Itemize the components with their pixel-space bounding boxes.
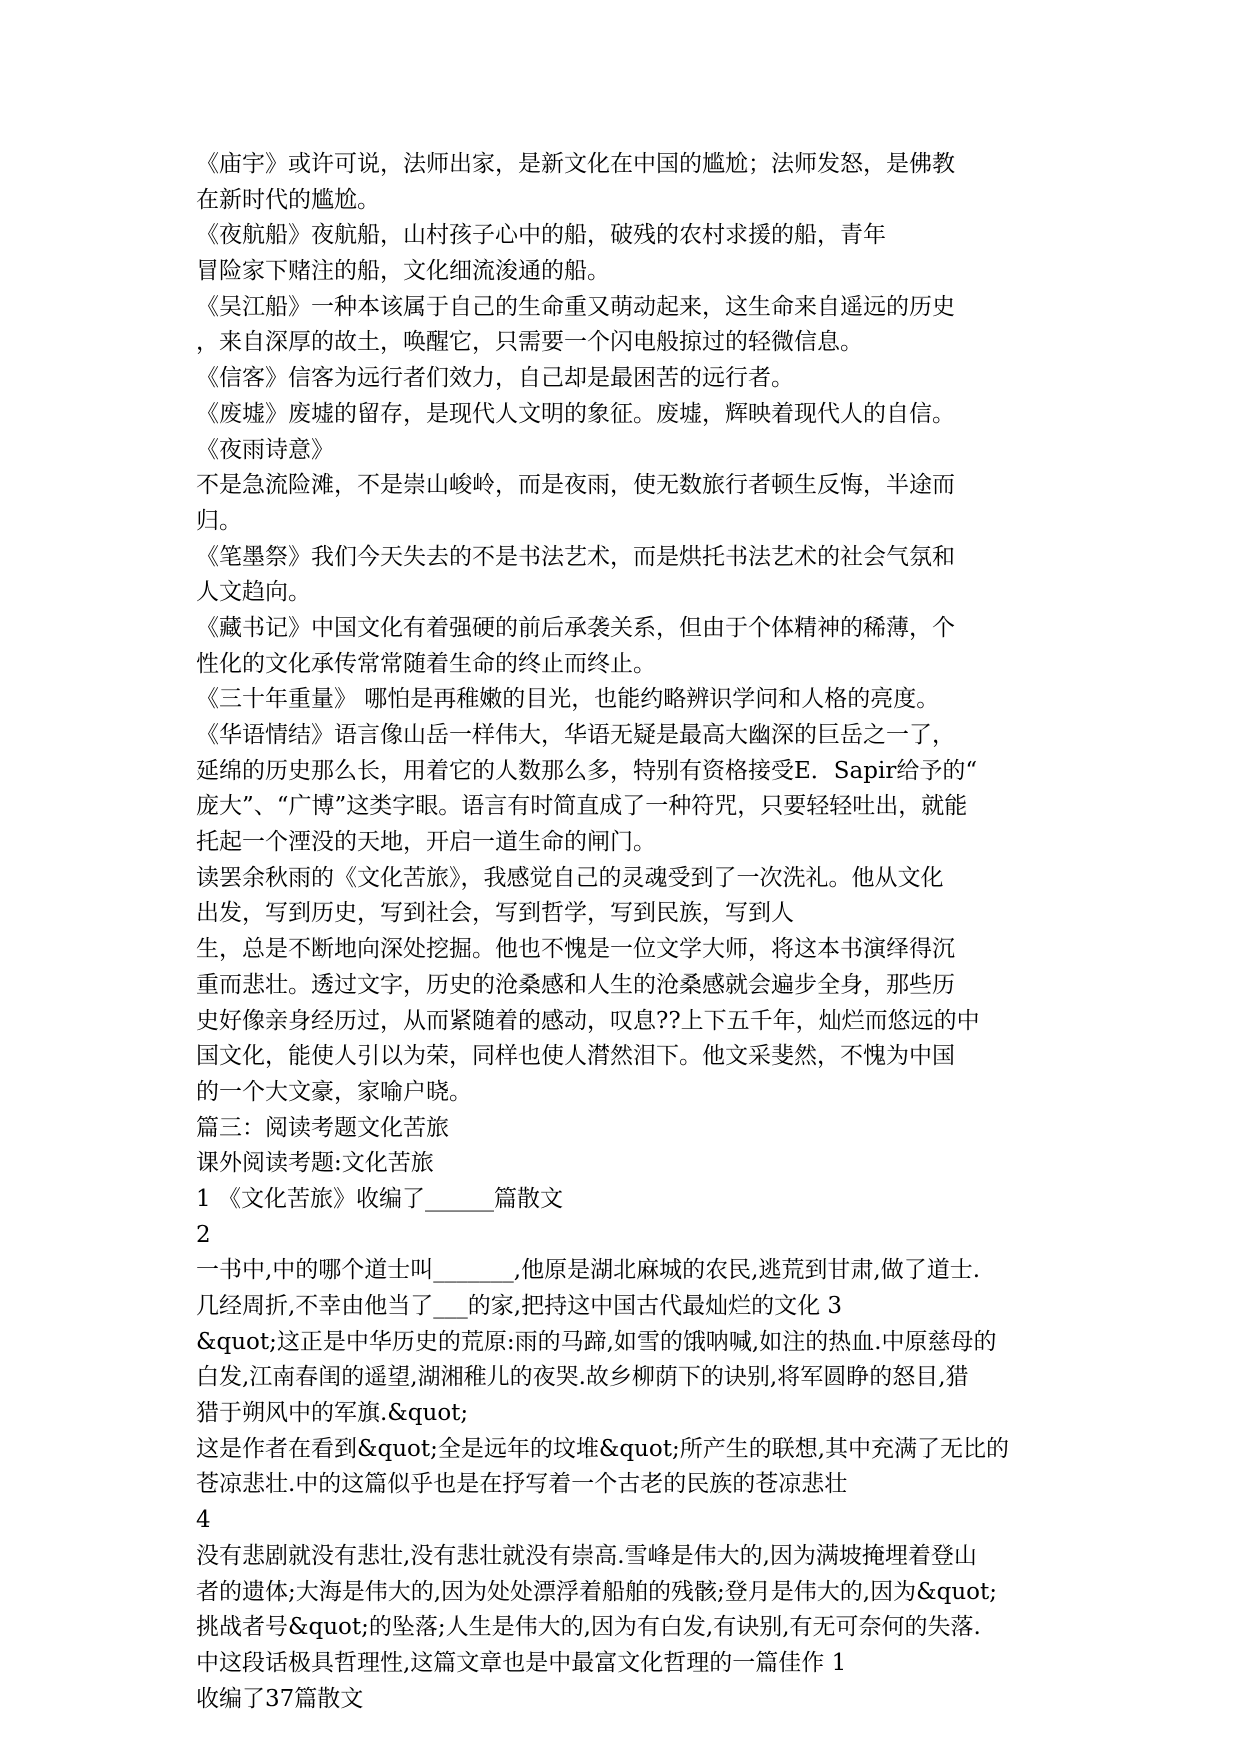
text-line: 白发,江南春闺的遥望,湖湘稚儿的夜哭.故乡柳荫下的诀别,将军圆睁的怒目,猎: [196, 1364, 969, 1391]
text-line: 归。: [196, 507, 242, 534]
text-line: 不是急流险滩，不是崇山峻岭，而是夜雨，使无数旅行者顿生反悔，半途而: [196, 472, 955, 499]
text-line: ，来自深厚的故土，唤醒它，只需要一个闪电般掠过的轻微信息。: [196, 329, 863, 356]
text-line: 篇三：阅读考题文化苦旅: [196, 1114, 449, 1141]
text-line: 《藏书记》中国文化有着强硬的前后承袭关系，但由于个体精神的稀薄，个: [196, 614, 955, 641]
text-line: 没有悲剧就没有悲壮,没有悲壮就没有崇高.雪峰是伟大的,因为满坡掩埋着登山: [196, 1542, 977, 1569]
text-line: 中这段话极具哲理性,这篇文章也是中最富文化哲理的一篇佳作 1: [196, 1649, 847, 1676]
text-line: 生，总是不断地向深处挖掘。他也不愧是一位文学大师，将这本书演绎得沉: [196, 936, 955, 963]
text-line: 猎于朔风中的军旗.&quot;: [196, 1400, 469, 1427]
text-line: 苍凉悲壮.中的这篇似乎也是在抒写着一个古老的民族的苍凉悲壮: [196, 1471, 848, 1498]
text-line: 《三十年重量》 哪怕是再稚嫩的目光，也能约略辨识学问和人格的亮度。: [196, 686, 940, 713]
text-line: 史好像亲身经历过，从而紧随着的感动，叹息??上下五千年，灿烂而悠远的中: [196, 1007, 980, 1034]
text-line: 在新时代的尴尬。: [196, 186, 380, 213]
text-line: 国文化，能使人引以为荣，同样也使人潸然泪下。他文采斐然，不愧为中国: [196, 1043, 955, 1070]
text-line: 性化的文化承传常常随着生命的终止而终止。: [196, 650, 656, 677]
text-line: 《信客》信客为远行者们效力，自己却是最困苦的远行者。: [196, 365, 794, 392]
text-line: 《笔墨祭》我们今天失去的不是书法艺术，而是烘托书法艺术的社会气氛和: [196, 543, 955, 570]
text-line: 的一个大文豪，家喻户晓。: [196, 1078, 472, 1105]
text-line: 2: [196, 1221, 211, 1248]
text-line: 《夜航船》夜航船，山村孩子心中的船，破残的农村求援的船，青年: [196, 222, 886, 249]
text-line: 出发，写到历史，写到社会，写到哲学，写到民族，写到人: [196, 900, 794, 927]
text-line: 人文趋向。: [196, 579, 311, 606]
text-line: 挑战者号&quot;的坠落;人生是伟大的,因为有白发,有诀别,有无可奈何的失落.: [196, 1614, 981, 1641]
text-line: 庞大”、“广博”这类字眼。语言有时简直成了一种符咒，只要轻轻吐出，就能: [196, 793, 968, 820]
text-line: 1 《文化苦旅》收编了______篇散文: [196, 1185, 563, 1212]
text-line: 《废墟》废墟的留存，是现代人文明的象征。废墟，辉映着现代人的自信。: [196, 400, 955, 427]
text-line: 《吴江船》一种本该属于自己的生命重又萌动起来，这生命来自遥远的历史: [196, 293, 955, 320]
text-line: &quot;这正是中华历史的荒原:雨的马蹄,如雪的饿呐喊,如注的热血.中原慈母的: [196, 1328, 997, 1355]
text-line: 冒险家下赌注的船，文化细流浚通的船。: [196, 258, 610, 285]
text-line: 课外阅读考题:文化苦旅: [196, 1150, 434, 1177]
text-line: 4: [196, 1507, 211, 1534]
text-line: 收编了37篇散文: [196, 1685, 364, 1712]
text-line: 一书中,中的哪个道士叫_______,他原是湖北麻城的农民,逃荒到甘肃,做了道士.: [196, 1257, 981, 1284]
text-line: 重而悲壮。透过文字，历史的沧桑感和人生的沧桑感就会遍步全身，那些历: [196, 971, 955, 998]
text-line: 延绵的历史那么长，用着它的人数那么多，特别有资格接受E．Sapir给予的“: [196, 757, 978, 784]
text-line: 者的遗体;大海是伟大的,因为处处漂浮着船舶的残骸;登月是伟大的,因为&quot;: [196, 1578, 997, 1605]
text-line: 几经周折,不幸由他当了___的家,把持这中国古代最灿烂的文化 3: [196, 1293, 843, 1319]
document-body: [196, 147, 1076, 1717]
text-line: 托起一个湮没的天地，开启一道生命的闸门。: [196, 829, 656, 856]
text-line: 《夜雨诗意》: [196, 436, 334, 463]
text-line: 这是作者在看到&quot;全是远年的坟堆&quot;所产生的联想,其中充满了无比的: [196, 1435, 1010, 1462]
text-line: 《华语情结》语言像山岳一样伟大，华语无疑是最高大幽深的巨岳之一了，: [196, 722, 955, 748]
text-line: 读罢余秋雨的《文化苦旅》，我感觉自己的灵魂受到了一次洗礼。他从文化: [196, 864, 944, 891]
text-line: 《庙宇》或许可说，法师出家，是新文化在中国的尴尬；法师发怒，是佛教: [196, 151, 955, 177]
